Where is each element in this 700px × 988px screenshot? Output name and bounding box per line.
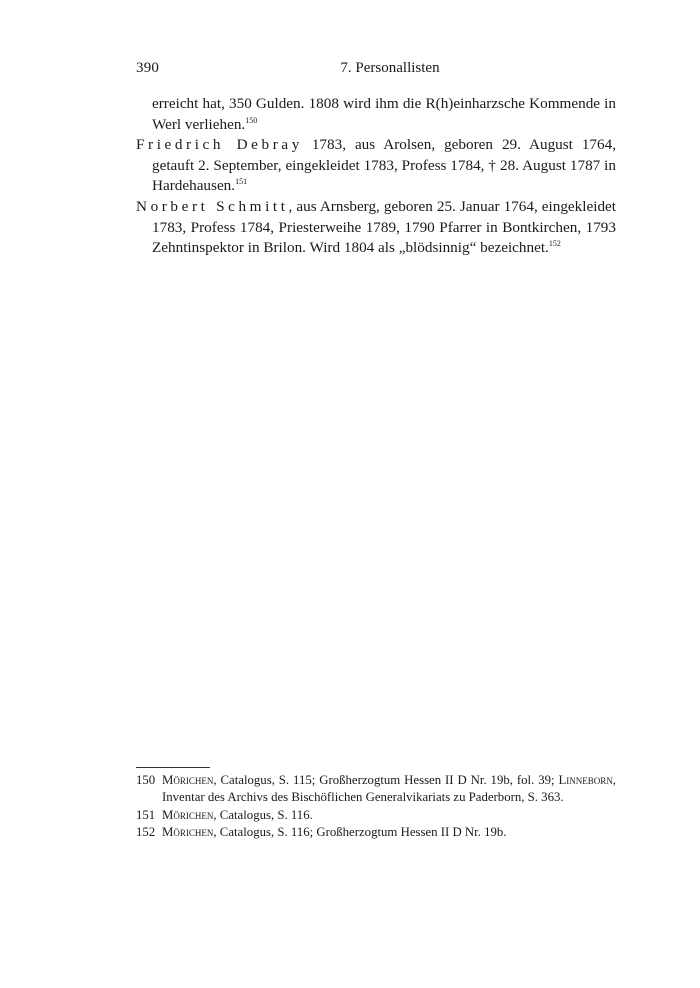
footnotes — [136, 772, 616, 842]
entry-continuation — [136, 94, 616, 135]
footnote-author: Mörichen — [162, 807, 214, 822]
main-text — [136, 94, 616, 259]
entry-text: erreicht hat, 350 Gulden. 1808 wird ihm die R(h)einharzsche Kommende in Werl verliehen. — [152, 95, 616, 133]
entry-name: Friedrich Debray — [136, 136, 303, 154]
footnote-151 — [136, 807, 616, 824]
entry-name: Norbert Schmitt — [136, 197, 289, 215]
footnote-152 — [136, 824, 616, 841]
entry-norbert-schmitt — [136, 197, 616, 259]
footnote-author: Linneborn — [558, 773, 613, 787]
entry-text: 1783, aus Arolsen, geboren 29. August 1764, getauft 2. September, eingekleidet 1783, Profess 1784, † 28. August 1787 in Hardehausen. — [152, 136, 616, 195]
footnote-separator — [136, 767, 210, 768]
footnote-text — [162, 772, 616, 807]
footnote-ref: 150 — [245, 115, 258, 125]
footnote-author: Mörichen — [162, 825, 214, 840]
entry-text: , aus Arnsberg, geboren 25. Januar 1764, eingekleidet 1783, Profess 1784, Priesterweihe 1789, 1790 Pfarrer in Bontkirchen, 1793 Zehntinspektor in Brilon. Wird 1804 als „blödsinnig“ bezeichnet. — [152, 197, 616, 257]
page-number: 390 — [136, 60, 160, 76]
footnote-body: , Catalogus, S. 115; Großherzogtum Hessen II D Nr. 19b, fol. 39; — [213, 773, 559, 787]
footnote-text — [162, 807, 616, 824]
footnote-ref: 152 — [548, 239, 561, 249]
footnote-body: , Catalogus, S. 116. — [213, 807, 313, 822]
footnote-number: 152 — [136, 825, 156, 840]
footnote-body: , Inventar des Archivs des Bischöflichen Generalvikariats zu Paderborn, S. 363. — [162, 773, 616, 805]
footnote-150 — [136, 772, 616, 807]
running-head: 7. Personallisten — [340, 60, 440, 76]
footnote-ref: 151 — [235, 177, 248, 187]
entry-friedrich-debray — [136, 135, 616, 197]
footnote-number: 150 — [136, 773, 156, 787]
footnote-text — [162, 824, 616, 841]
footnote-author: Mörichen — [162, 773, 214, 787]
footnote-body: , Catalogus, S. 116; Großherzogtum Hessen II D Nr. 19b. — [213, 825, 507, 840]
footnote-number: 151 — [136, 807, 156, 822]
